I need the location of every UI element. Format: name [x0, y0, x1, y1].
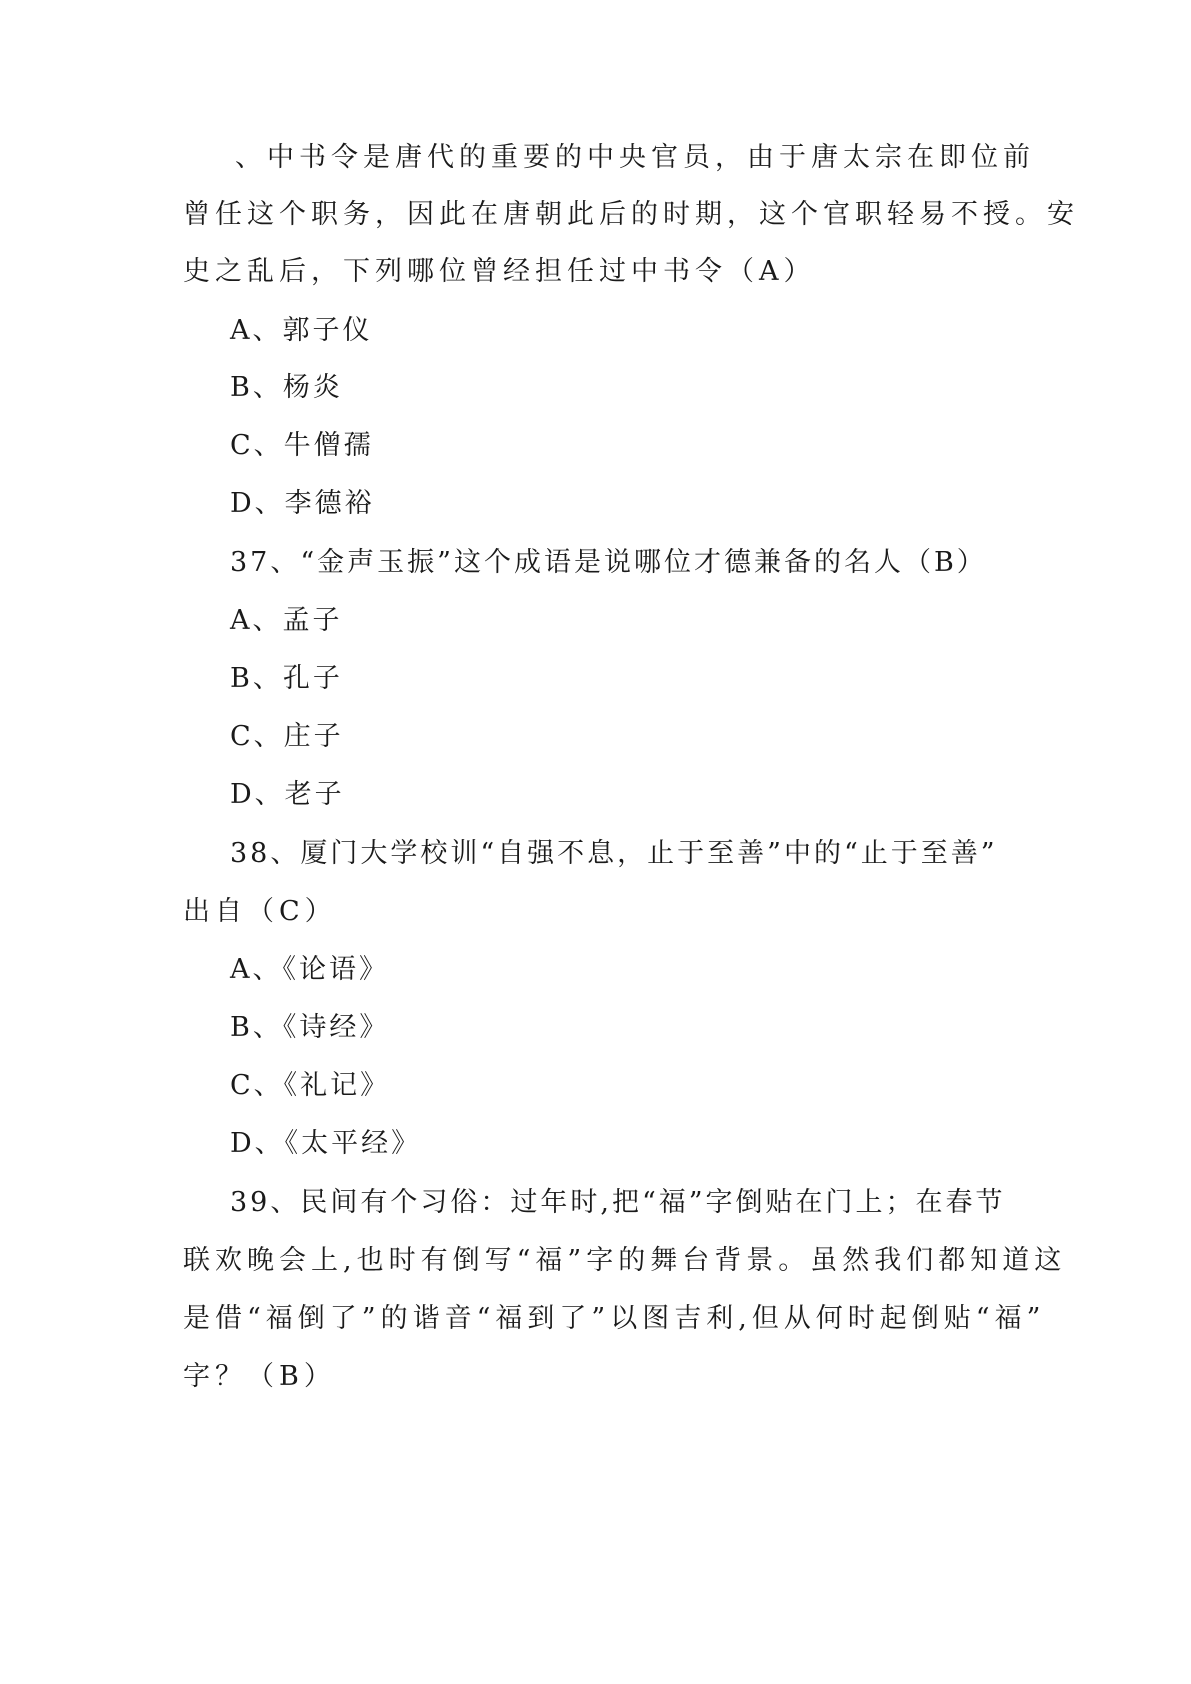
answer-option: C、庄子: [230, 721, 344, 752]
answer-option: A、《论语》: [230, 954, 389, 985]
answer-option: B、孔子: [230, 663, 343, 694]
answer-option: D、李德裕: [230, 488, 375, 519]
answer-option: C、牛僧孺: [230, 430, 374, 461]
question-text-line: 、中书令是唐代的重要的中央官员，由于唐太宗在即位前: [235, 142, 1035, 173]
question-text-line: 史之乱后，下列哪位曾经担任过中书令（A）: [183, 256, 816, 287]
question-text-line: 37、“金声玉振”这个成语是说哪位才德兼备的名人（B）: [230, 547, 987, 578]
question-text-line: 是借“福倒了”的谐音“福到了”以图吉利,但从何时起倒贴“福”: [183, 1303, 1046, 1334]
question-text-line: 字？（B）: [183, 1361, 336, 1392]
answer-option: B、杨炎: [230, 372, 343, 403]
answer-option: D、老子: [230, 779, 345, 810]
answer-option: B、《诗经》: [230, 1012, 390, 1043]
answer-option: C、《礼记》: [230, 1070, 391, 1101]
answer-option: A、孟子: [230, 605, 343, 636]
question-text-line: 联欢晚会上,也时有倒写“福”字的舞台背景。虽然我们都知道这: [183, 1245, 1067, 1276]
question-text-line: 39、民间有个习俗：过年时,把“福”字倒贴在门上；在春节: [230, 1187, 1006, 1218]
question-text-line: 出自（C）: [183, 896, 337, 927]
question-text-line: 曾任这个职务，因此在唐朝此后的时期，这个官职轻易不授。安: [183, 199, 1079, 230]
answer-option: A、郭子仪: [230, 315, 373, 346]
question-text-line: 38、厦门大学校训“自强不息，止于至善”中的“止于至善”: [230, 838, 998, 869]
answer-option: D、《太平经》: [230, 1128, 422, 1159]
